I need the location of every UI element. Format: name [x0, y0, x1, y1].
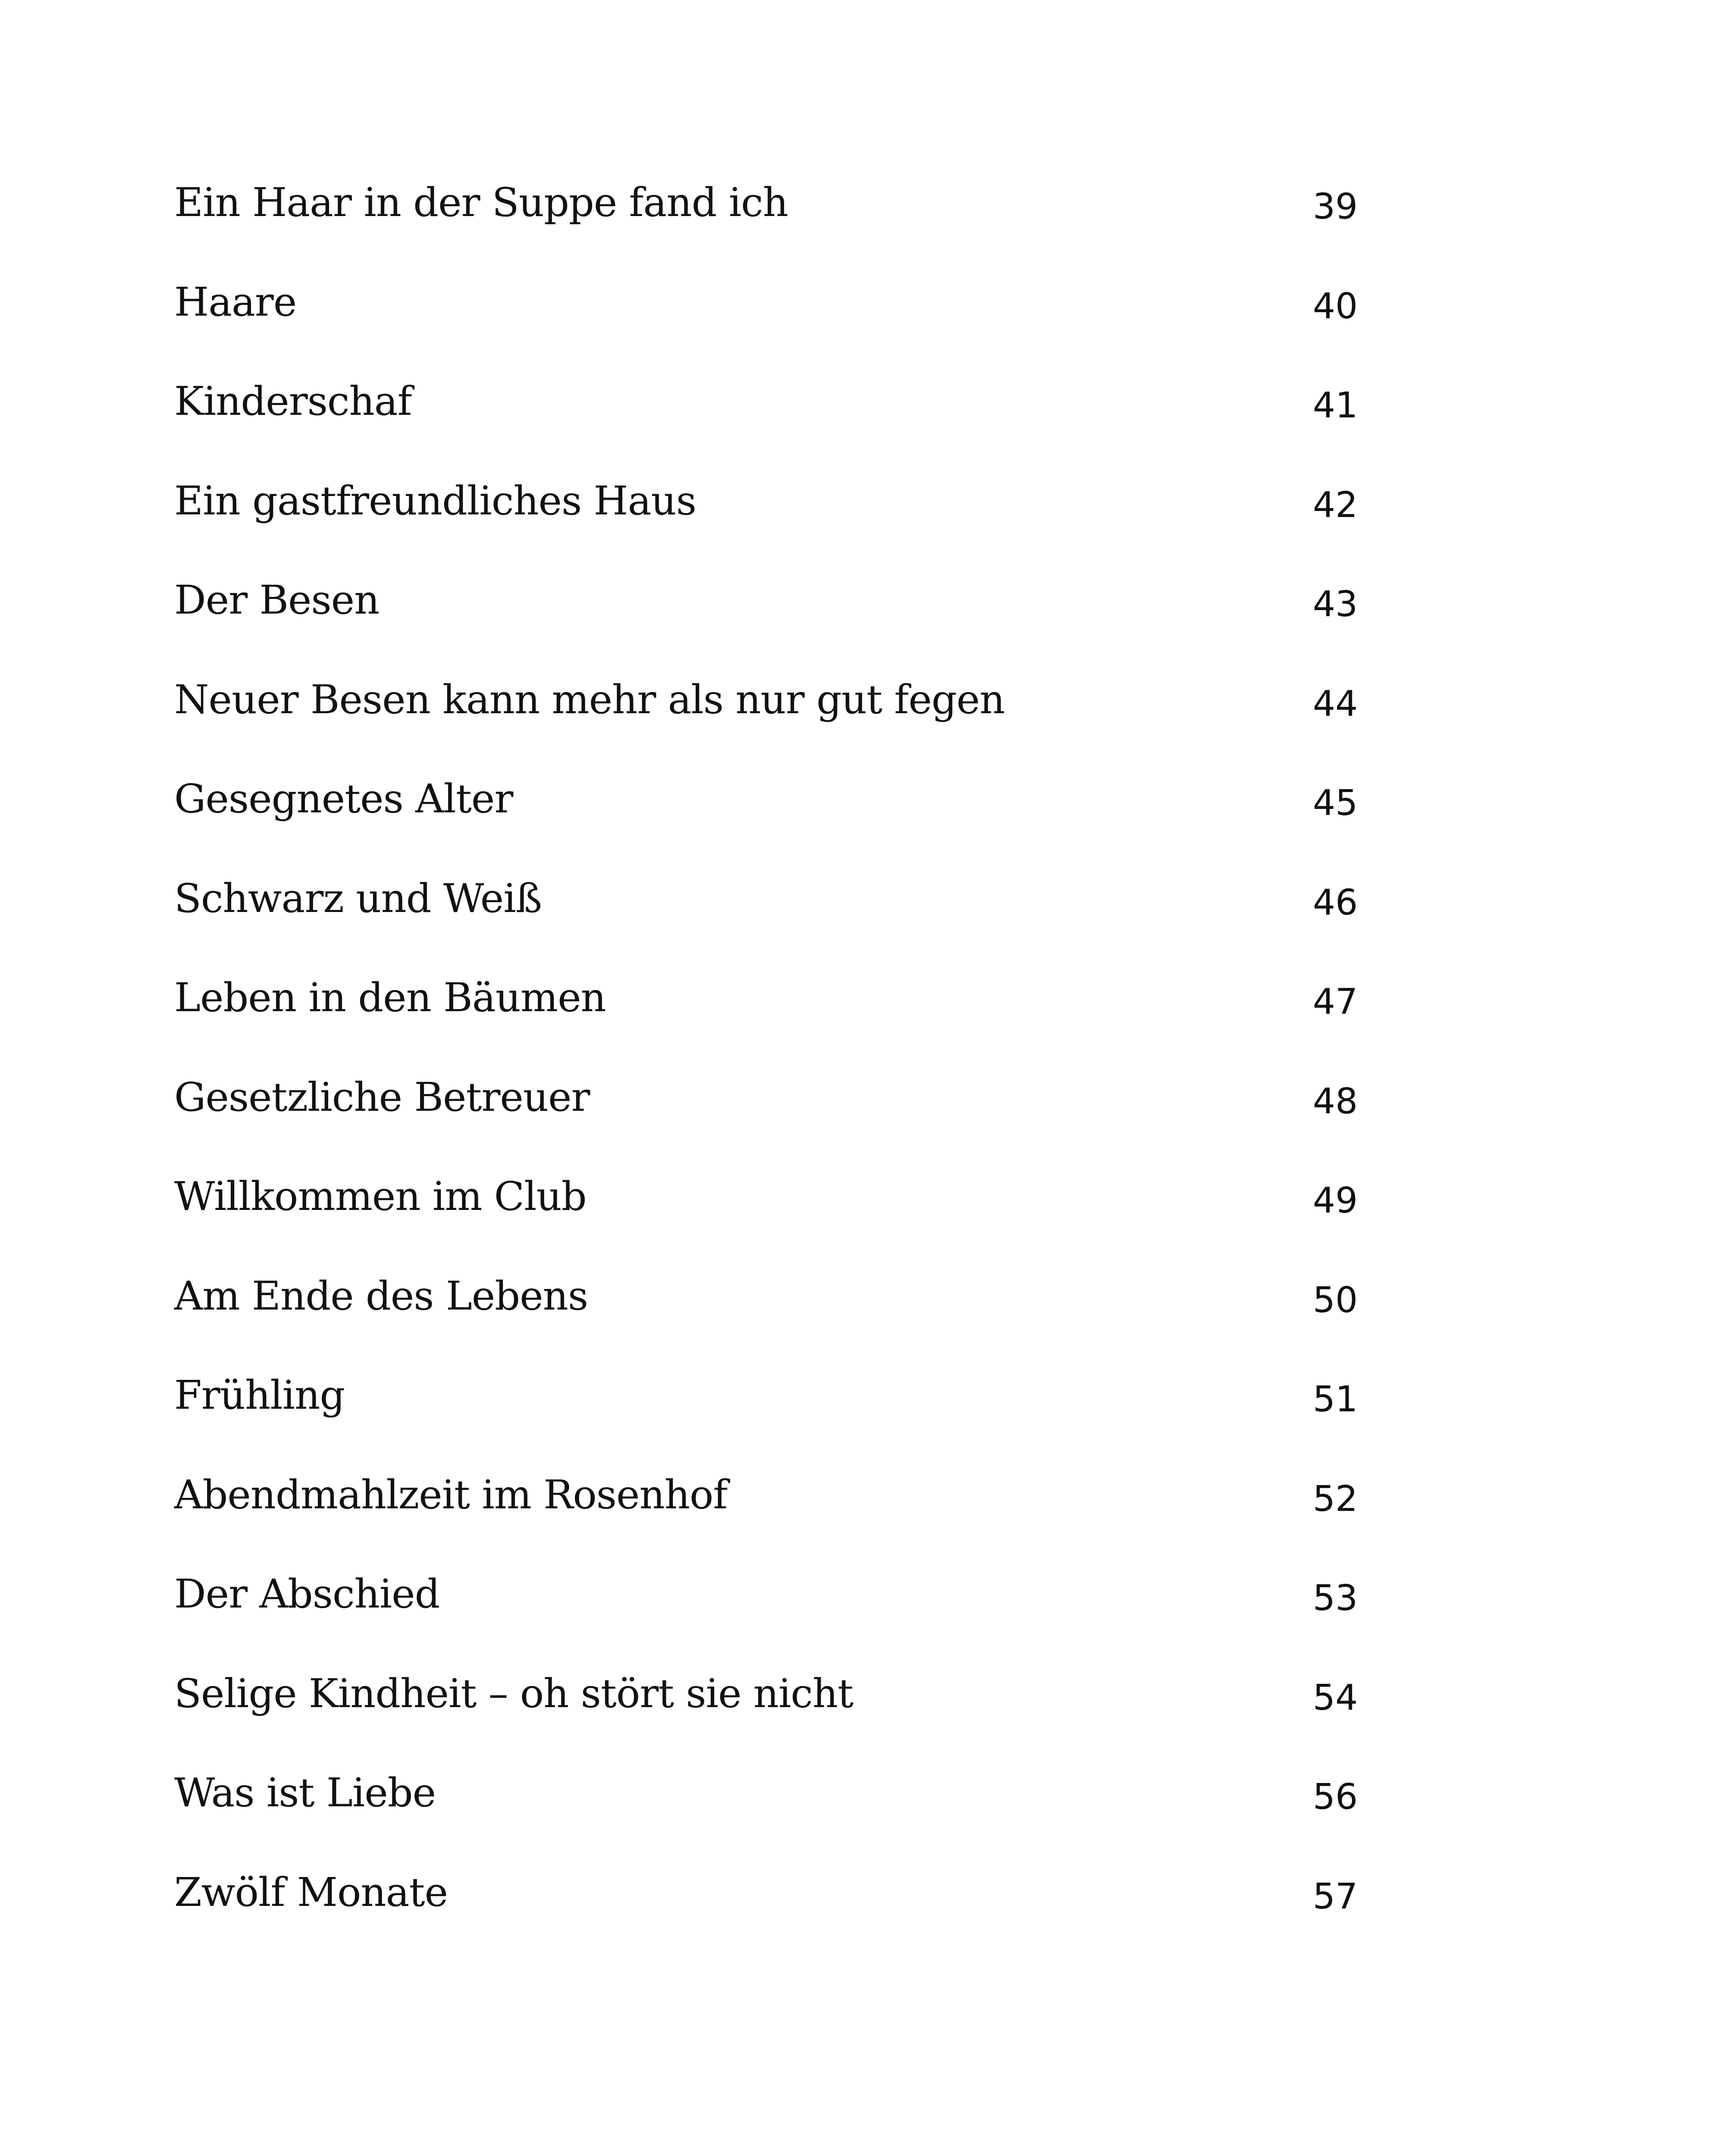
toc-entry: [174, 1763, 1382, 1862]
toc-entry-page: 48: [1313, 1081, 1358, 1122]
toc-entry-page: 53: [1313, 1578, 1358, 1619]
toc-entry-page: 56: [1313, 1777, 1358, 1818]
toc-entry-title: Gesegnetes Alter: [174, 776, 513, 822]
toc-entry: [174, 272, 1382, 372]
toc-entry-title: Leben in den Bäumen: [174, 975, 606, 1021]
toc-entry-page: 51: [1313, 1379, 1358, 1420]
toc-entry: [174, 172, 1382, 272]
toc-entry-page: 47: [1313, 981, 1358, 1022]
toc-entry: [174, 1564, 1382, 1664]
toc-entry: [174, 1067, 1382, 1167]
toc-entry-title: Frühling: [174, 1372, 345, 1418]
toc-entry-title: Schwarz und Weiß: [174, 875, 542, 921]
toc-entry: [174, 769, 1382, 868]
toc-entry-page: 52: [1313, 1478, 1358, 1520]
toc-entry-page: 46: [1313, 882, 1358, 923]
toc-entry-page: 49: [1313, 1180, 1358, 1221]
toc-entry-page: 44: [1313, 683, 1358, 724]
toc-entry-title: Abendmahlzeit im Rosenhof: [174, 1471, 728, 1518]
toc-entry-title: Was ist Liebe: [174, 1770, 436, 1816]
toc-entry-title: Am Ende des Lebens: [174, 1272, 588, 1319]
toc-entry-page: 57: [1313, 1876, 1358, 1917]
toc-entry: [174, 1862, 1382, 1962]
toc-entry-page: 43: [1313, 584, 1358, 625]
toc-entry: [174, 1166, 1382, 1266]
toc-entry-title: Neuer Besen kann mehr als nur gut fegen: [174, 676, 1005, 723]
toc-entry-title: Ein gastfreundliches Haus: [174, 477, 696, 524]
toc-entry-page: 42: [1313, 484, 1358, 526]
toc-entry: [174, 1465, 1382, 1564]
table-of-contents: [174, 172, 1382, 1962]
toc-entry: [174, 1664, 1382, 1763]
toc-entry-title: Willkommen im Club: [174, 1173, 587, 1219]
toc-entry-title: Selige Kindheit – oh stört sie nicht: [174, 1670, 853, 1717]
toc-entry-title: Haare: [174, 279, 297, 325]
toc-entry: [174, 471, 1382, 570]
toc-entry: [174, 371, 1382, 471]
toc-entry-title: Gesetzliche Betreuer: [174, 1074, 590, 1120]
toc-entry: [174, 968, 1382, 1067]
toc-entry-page: 39: [1313, 186, 1358, 227]
toc-entry: [174, 570, 1382, 670]
toc-entry-page: 50: [1313, 1279, 1358, 1321]
toc-entry-page: 41: [1313, 385, 1358, 426]
toc-entry: [174, 868, 1382, 968]
toc-entry-title: Ein Haar in der Suppe fand ich: [174, 179, 788, 226]
toc-entry-title: Zwölf Monate: [174, 1869, 448, 1915]
toc-entry: [174, 1365, 1382, 1465]
toc-entry-title: Der Besen: [174, 577, 380, 623]
toc-entry: [174, 670, 1382, 769]
toc-entry-page: 45: [1313, 783, 1358, 824]
toc-entry-page: 54: [1313, 1677, 1358, 1718]
toc-entry-title: Kinderschaf: [174, 378, 412, 424]
toc-entry-page: 40: [1313, 285, 1358, 327]
toc-entry: [174, 1266, 1382, 1366]
toc-entry-title: Der Abschied: [174, 1571, 440, 1617]
